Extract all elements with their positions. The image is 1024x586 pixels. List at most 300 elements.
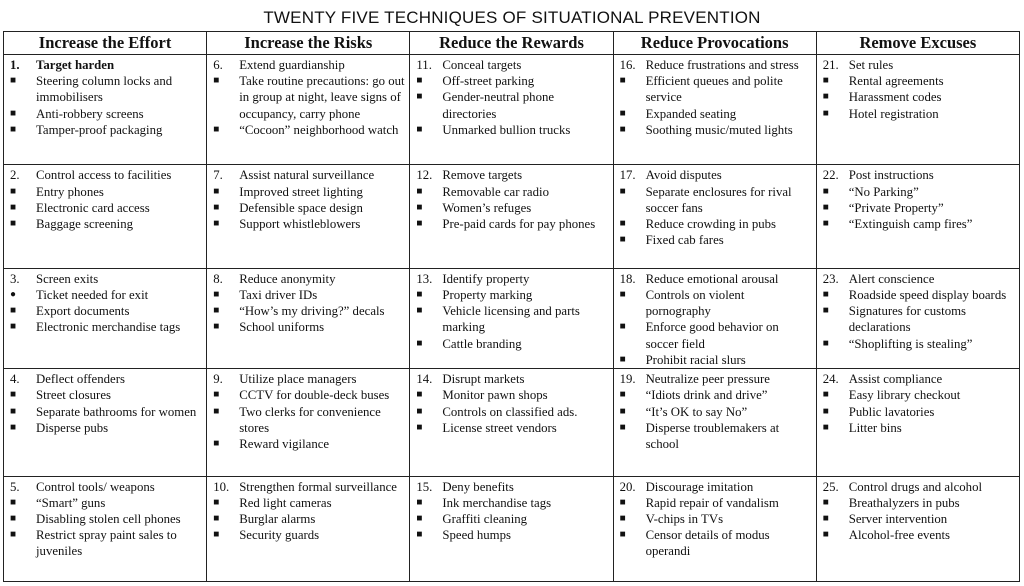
technique-number: 3. [10,271,20,286]
technique-cell [207,369,410,476]
example-text: Speed humps [442,528,511,543]
example-text: Tamper-proof packaging [36,122,163,137]
technique-heading [213,479,406,495]
example-list [10,495,203,560]
example-list [213,387,406,452]
table-body [4,55,1020,582]
technique-number: 15. [416,479,433,494]
column-header: Remove Excuses [816,32,1019,55]
example-text: Ink merchandise tags [442,495,552,510]
technique-number: 20. [619,479,636,494]
example-text: V-chips in TVs [645,512,724,527]
technique-heading [10,57,203,73]
technique-title: Reduce frustrations and stress [645,58,799,72]
example-text: Separate enclosures for rival soccer fans [645,184,792,215]
technique-heading [823,57,1016,73]
list-item [823,420,1016,436]
list-item [620,511,813,527]
square-bullet-icon: ■ [416,91,423,103]
list-item [213,200,406,216]
technique-cell [207,476,410,581]
list-item [416,420,609,436]
technique-cell [207,165,410,268]
list-item [213,319,406,335]
square-bullet-icon: ■ [619,389,626,401]
list-item [416,287,609,303]
example-text: Steering column locks and immobilisers [36,74,173,105]
list-item [823,73,1016,89]
example-text: Expanded seating [645,106,737,121]
square-bullet-icon: ■ [619,529,626,541]
square-bullet-icon: ■ [416,529,423,541]
list-item [823,527,1016,543]
square-bullet-icon: ■ [416,185,423,197]
square-bullet-icon: ■ [10,201,17,213]
example-text: Baggage screening [36,216,134,231]
technique-cell [816,369,1019,476]
list-item [416,89,609,121]
list-item [213,303,406,319]
technique-heading [10,167,203,183]
technique-heading [213,371,406,387]
example-text: Controls on violent pornography [645,287,745,319]
example-text: Vehicle licensing and parts marking [442,304,580,335]
technique-heading [213,57,406,73]
list-item [620,106,813,122]
square-bullet-icon: ■ [619,496,626,508]
square-bullet-icon: ■ [213,496,220,508]
list-item [823,106,1016,122]
square-bullet-icon: ■ [822,421,829,433]
technique-title: Control drugs and alcohol [848,479,983,494]
technique-heading [620,167,813,183]
technique-cell [410,165,613,268]
technique-heading [620,371,813,387]
list-item [213,495,406,511]
example-list [213,73,406,138]
technique-heading [213,271,406,287]
square-bullet-icon: ■ [822,201,829,213]
square-bullet-icon: ■ [10,217,17,229]
technique-title: Deny benefits [442,479,514,494]
technique-title: Assist compliance [848,372,943,387]
square-bullet-icon: ■ [822,91,829,103]
square-bullet-icon: ■ [619,405,626,417]
example-text: Take routine precautions: go out in group at night, leave signs of occupancy, carry phone [239,74,405,121]
example-list [823,387,1016,436]
table-row [4,476,1020,581]
technique-number: 6. [213,58,223,72]
square-bullet-icon: ■ [822,496,829,508]
technique-cell [410,268,613,369]
example-list [416,495,609,544]
example-list [620,184,813,249]
square-bullet-icon: ■ [822,217,829,229]
example-list [416,387,609,436]
technique-number: 25. [822,479,839,494]
square-bullet-icon: ■ [822,107,829,119]
square-bullet-icon: ■ [416,496,423,508]
square-bullet-icon: ■ [10,305,17,317]
technique-cell [410,55,613,165]
technique-number: 22. [822,168,839,183]
example-text: Improved street lighting [239,184,363,199]
technique-heading [10,271,203,287]
example-text: “Shoplifting is stealing” [848,336,973,351]
list-item [213,387,406,403]
example-text: CCTV for double-deck buses [239,388,390,403]
square-bullet-icon: ■ [416,421,423,433]
list-item [416,73,609,89]
square-bullet-icon: ■ [416,405,423,417]
list-item [10,511,203,527]
technique-title: Extend guardianship [239,58,345,72]
list-item [213,511,406,527]
example-text: “How’s my driving?” decals [239,304,385,319]
example-text: Security guards [239,528,320,543]
square-bullet-icon: ■ [822,529,829,541]
technique-number: 4. [10,372,20,387]
list-item [416,216,609,232]
example-text: “Idiots drink and drive” [645,388,768,403]
technique-heading [213,167,406,183]
example-text: School uniforms [239,320,325,335]
example-text: “It’s OK to say No” [645,404,748,419]
square-bullet-icon: ■ [822,513,829,525]
example-text: Breathalyzers in pubs [848,495,960,510]
list-item [416,303,609,335]
technique-cell [207,55,410,165]
list-item [620,287,813,319]
example-list [620,287,813,368]
list-item [10,404,203,420]
example-text: Disabling stolen cell phones [36,512,181,527]
list-item [416,336,609,352]
example-text: “No Parking” [848,184,919,199]
example-text: Hotel registration [848,106,939,121]
example-text: Red light cameras [239,495,332,510]
square-bullet-icon: ■ [213,513,220,525]
technique-heading [416,57,609,73]
example-text: Public lavatories [848,404,935,419]
technique-title: Target harden [36,58,115,72]
square-bullet-icon: ■ [619,513,626,525]
example-text: Separate bathrooms for women [36,404,197,419]
technique-cell [4,369,207,476]
example-text: Monitor pawn shops [442,388,548,403]
technique-heading [620,57,813,73]
technique-cell [613,369,816,476]
square-bullet-icon: ■ [619,75,626,87]
list-item [10,319,203,335]
example-text: Removable car radio [442,184,549,199]
example-text: Enforce good behavior on soccer field [645,320,779,351]
example-text: Efficient queues and polite service [645,74,783,105]
technique-heading [823,271,1016,287]
example-list [213,287,406,336]
example-text: Support whistleblowers [239,216,361,231]
column-header: Reduce the Rewards [410,32,613,55]
list-item [823,387,1016,403]
example-list [620,73,813,138]
example-text: Alcohol-free events [848,528,951,543]
example-text: Cattle branding [442,336,522,351]
list-item [620,404,813,420]
example-text: Reduce crowding in pubs [645,216,776,231]
square-bullet-icon: ■ [822,405,829,417]
list-item [823,89,1016,105]
square-bullet-icon: ■ [10,405,17,417]
square-bullet-icon: ■ [10,529,17,541]
example-text: Gender-neutral phone directories [442,90,555,121]
square-bullet-icon: ■ [822,75,829,87]
example-text: “Private Property” [848,200,944,215]
example-text: Rapid repair of vandalism [645,495,779,510]
technique-heading [823,479,1016,495]
list-item [10,303,203,319]
technique-cell [613,165,816,268]
example-list [823,287,1016,352]
technique-heading [416,479,609,495]
technique-heading [416,167,609,183]
example-text: Electronic card access [36,200,150,215]
square-bullet-icon: ■ [10,107,17,119]
technique-title: Control access to facilities [36,168,172,183]
square-bullet-icon: ■ [10,389,17,401]
example-text: License street vendors [442,420,557,435]
list-item [213,184,406,200]
example-list [620,495,813,560]
technique-cell [410,369,613,476]
list-item [620,122,813,138]
technique-heading [416,371,609,387]
example-text: Restrict spray paint sales to juveniles [36,528,177,559]
technique-number: 9. [213,372,223,387]
technique-title: Screen exits [36,271,99,286]
column-header: Increase the Effort [4,32,207,55]
square-bullet-icon: ■ [822,185,829,197]
list-item [620,495,813,511]
list-item [213,122,406,138]
example-text: Property marking [442,287,533,302]
table-row [4,268,1020,369]
list-item [10,527,203,559]
technique-heading [416,271,609,287]
list-item [213,404,406,436]
square-bullet-icon: ● [10,288,17,300]
square-bullet-icon: ■ [213,75,220,87]
square-bullet-icon: ■ [213,217,220,229]
square-bullet-icon: ■ [10,421,17,433]
square-bullet-icon: ■ [416,337,423,349]
example-text: Harassment codes [848,90,942,105]
list-item [10,387,203,403]
square-bullet-icon: ■ [416,305,423,317]
technique-title: Control tools/ weapons [36,479,155,494]
technique-title: Assist natural surveillance [239,168,375,183]
list-item [10,420,203,436]
list-item [823,404,1016,420]
technique-cell [207,268,410,369]
example-text: Unmarked bullion trucks [442,122,571,137]
technique-title: Strengthen formal surveillance [239,479,397,494]
list-item [10,216,203,232]
technique-title: Avoid disputes [645,168,722,183]
technique-title: Reduce anonymity [239,271,336,286]
list-item [620,420,813,452]
example-text: Fixed cab fares [645,233,724,248]
list-item [10,73,203,105]
list-item [620,527,813,559]
technique-title: Neutralize peer pressure [645,372,770,387]
example-text: Defensible space design [239,200,363,215]
square-bullet-icon: ■ [10,75,17,87]
list-item [10,200,203,216]
technique-number: 18. [619,271,636,286]
technique-heading [823,167,1016,183]
example-text: Entry phones [36,184,104,199]
technique-title: Conceal targets [442,58,522,72]
list-item [823,184,1016,200]
square-bullet-icon: ■ [416,513,423,525]
example-text: Disperse troublemakers at school [645,420,780,452]
example-list [823,184,1016,233]
technique-title: Utilize place managers [239,372,357,387]
square-bullet-icon: ■ [10,513,17,525]
technique-number: 19. [619,372,636,387]
technique-number: 2. [10,168,20,183]
example-text: Prohibit racial slurs [645,352,746,367]
technique-title: Post instructions [848,168,934,183]
example-text: Controls on classified ads. [442,404,578,419]
square-bullet-icon: ■ [619,217,626,229]
square-bullet-icon: ■ [213,288,220,300]
technique-title: Reduce emotional arousal [645,271,779,286]
example-list [823,495,1016,544]
square-bullet-icon: ■ [213,123,220,135]
square-bullet-icon: ■ [213,305,220,317]
example-text: “Smart” guns [36,495,106,510]
square-bullet-icon: ■ [213,201,220,213]
example-text: Easy library checkout [848,388,961,403]
list-item [10,287,203,303]
square-bullet-icon: ■ [619,421,626,433]
list-item [620,232,813,248]
list-item [620,352,813,368]
technique-cell [613,476,816,581]
list-item [10,495,203,511]
list-item [416,404,609,420]
list-item [416,511,609,527]
technique-cell [4,268,207,369]
example-list [416,73,609,138]
list-item [10,122,203,138]
square-bullet-icon: ■ [10,321,17,333]
column-header: Increase the Risks [207,32,410,55]
technique-title: Deflect offenders [36,372,125,387]
example-list [10,387,203,436]
list-item [416,527,609,543]
example-text: Anti-robbery screens [36,106,144,121]
example-list [213,184,406,233]
technique-number: 1. [10,58,20,72]
list-item [416,184,609,200]
square-bullet-icon: ■ [213,405,220,417]
technique-title: Set rules [848,58,894,72]
technique-cell [4,165,207,268]
square-bullet-icon: ■ [619,185,626,197]
technique-heading [620,479,813,495]
example-text: Reward vigilance [239,437,330,452]
square-bullet-icon: ■ [10,185,17,197]
example-text: Off-street parking [442,74,535,89]
example-text: Graffiti cleaning [442,512,528,527]
technique-heading [620,271,813,287]
example-list [416,184,609,233]
technique-number: 5. [10,479,20,494]
list-item [10,106,203,122]
technique-number: 16. [619,58,636,72]
example-text: Ticket needed for exit [36,287,149,302]
technique-title: Identify property [442,271,530,286]
square-bullet-icon: ■ [213,438,220,450]
list-item [823,303,1016,335]
list-item [213,73,406,122]
technique-cell [613,268,816,369]
square-bullet-icon: ■ [416,201,423,213]
list-item [213,527,406,543]
technique-title: Disrupt markets [442,372,525,387]
list-item [620,184,813,216]
square-bullet-icon: ■ [10,496,17,508]
technique-number: 21. [822,58,839,72]
square-bullet-icon: ■ [213,529,220,541]
technique-title: Remove targets [442,168,523,183]
square-bullet-icon: ■ [822,337,829,349]
square-bullet-icon: ■ [416,75,423,87]
technique-cell [816,165,1019,268]
technique-number: 7. [213,168,223,183]
technique-cell [816,476,1019,581]
square-bullet-icon: ■ [416,288,423,300]
square-bullet-icon: ■ [619,353,626,365]
example-text: Disperse pubs [36,420,109,435]
example-text: Pre-paid cards for pay phones [442,216,596,231]
technique-cell [816,55,1019,165]
example-list [416,287,609,352]
technique-number: 23. [822,271,839,286]
list-item [10,184,203,200]
technique-title: Alert conscience [848,271,935,286]
technique-number: 12. [416,168,433,183]
example-list [823,73,1016,122]
square-bullet-icon: ■ [619,107,626,119]
example-text: Litter bins [848,420,902,435]
technique-number: 24. [822,372,839,387]
square-bullet-icon: ■ [822,305,829,317]
list-item [823,495,1016,511]
square-bullet-icon: ■ [822,288,829,300]
technique-number: 10. [213,479,230,494]
example-text: Soothing music/muted lights [645,122,793,137]
techniques-table [3,31,1020,582]
example-text: Signatures for customs declarations [848,304,967,335]
square-bullet-icon: ■ [416,217,423,229]
technique-number: 14. [416,372,433,387]
square-bullet-icon: ■ [619,288,626,300]
list-item [823,336,1016,352]
example-text: Electronic merchandise tags [36,320,181,335]
